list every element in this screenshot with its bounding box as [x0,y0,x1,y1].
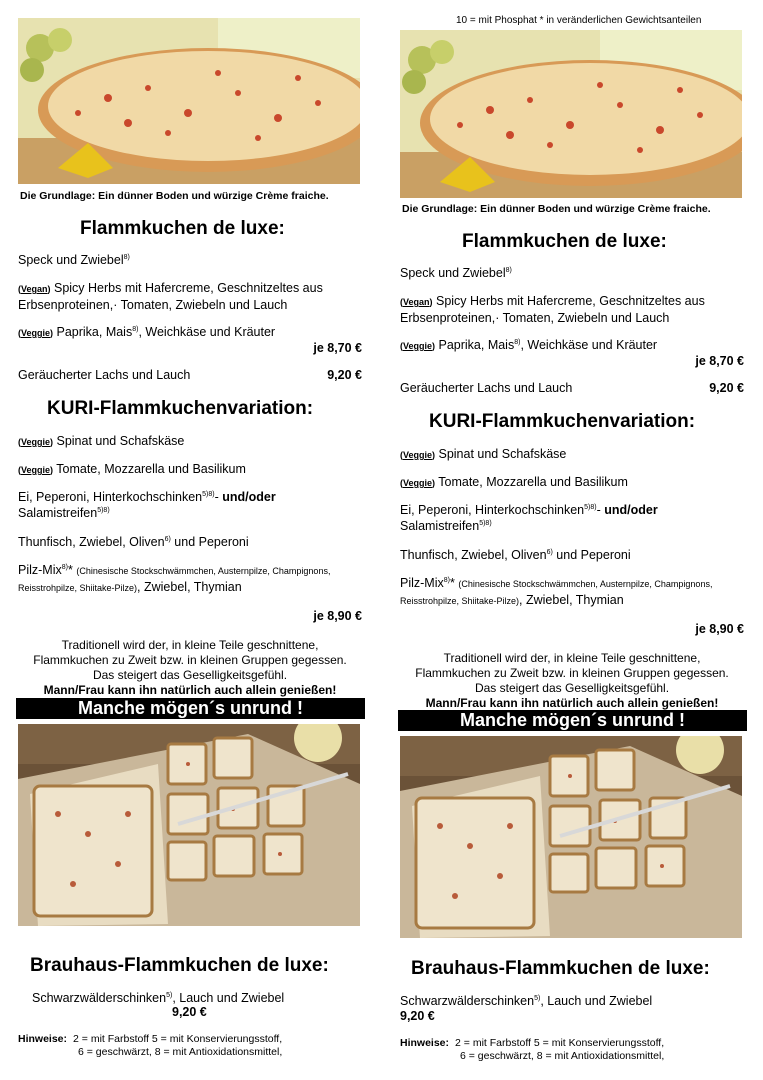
tradition-text: Traditionell wird der, in kleine Teile geschnittene, Flammkuchen zu Zweit bzw. in kleinen Gruppen gegessen. Das steigert das Geselligkeitsgefühl. Mann/Frau kann ihn natürlich auch allein genießen! [415,651,729,710]
caption: Die Grundlage: Ein dünner Boden und würzige Crème fraiche. [20,190,329,202]
price-kuri: je 8,90 € [695,622,744,636]
heading-kuri: KURI-Flammkuchenvariation: [429,411,696,432]
flammkuchen-slices-photo [400,736,742,938]
item-thunfisch: Thunfisch, Zwiebel, Oliven$^{6)}$ und Peperoni [400,548,631,562]
caption: Die Grundlage: Ein dünner Boden und würzige Crème fraiche. [402,203,711,215]
hinweise: Hinweise: 2 = mit Farbstoff 5 = mit Konservierungsstoff, 6 = geschwärzt, 8 = mit Antioxidationsmittel, [400,1037,665,1062]
hinweise: Hinweise: 2 = mit Farbstoff 5 = mit Konservierungsstoff, 6 = geschwärzt, 8 = mit Antioxidationsmittel, [18,1033,283,1058]
flammkuchen-slices-photo [18,724,360,926]
item-lachs: Geräucherter Lachs und Lauch 9,20 € [18,368,362,382]
flammkuchen-photo [18,18,360,184]
price-brauhaus: 9,20 € [400,1009,435,1023]
menu-column-right [396,0,748,1080]
item-tomate: (Veggie) Tomate, Mozzarella und Basilikum [18,462,246,476]
item-spinat: (Veggie) Spinat und Schafskäse [400,447,567,461]
item-ei: Ei, Peperoni, Hinterkochschinken$^{5)8)}$- und/oder Salamistreifen$^{5)8)}$ [400,503,658,533]
item-brauhaus: Schwarzwälderschinken$^{5)}$, Lauch und Zwiebel [32,991,285,1005]
flammkuchen-photo [400,30,742,198]
top-note: 10 = mit Phosphat * in veränderlichen Gewichtsanteilen [456,15,702,26]
price-brauhaus: 9,20 € [172,1005,207,1019]
item-vegan: (Vegan) Spicy Herbs mit Hafercreme, Geschnitzeltes aus Erbsenproteinen,· Tomaten, Zwiebeln und Lauch [18,281,323,312]
heading-brauhaus: Brauhaus-Flammkuchen de luxe: [411,958,710,979]
banner-unrund: Manche mögen´s unrund ! [16,698,365,719]
heading-kuri: KURI-Flammkuchenvariation: [47,398,314,419]
tradition-text: Traditionell wird der, in kleine Teile geschnittene, Flammkuchen zu Zweit bzw. in kleinen Gruppen gegessen. Das steigert das Geselligkeitsgefühl. Mann/Frau kann ihn natürlich auch allein genießen! [33,638,347,697]
item-veggie-paprika: (Veggie) Paprika, Mais$^{8)}$, Weichkäse und Kräuter [18,325,276,339]
heading-flammkuchen-de-luxe: Flammkuchen de luxe: [462,231,667,252]
item-vegan: (Vegan) Spicy Herbs mit Hafercreme, Geschnitzeltes aus Erbsenproteinen,· Tomaten, Zwiebeln und Lauch [400,294,705,325]
price-deluxe: je 8,70 € [313,341,362,355]
heading-flammkuchen-de-luxe: Flammkuchen de luxe: [80,218,285,239]
item-brauhaus: Schwarzwälderschinken$^{5)}$, Lauch und Zwiebel [400,994,653,1008]
item-lachs: Geräucherter Lachs und Lauch 9,20 € [400,381,744,395]
heading-brauhaus: Brauhaus-Flammkuchen de luxe: [30,955,329,976]
item-speck: Speck und Zwiebel$^{8)}$ [400,266,512,280]
price-deluxe: je 8,70 € [695,354,744,368]
price-kuri: je 8,90 € [313,609,362,623]
item-pilz: Pilz-Mix$^{8)}$* (Chinesische Stockschwämmchen, Austernpilze, Champignons, Reisstrohpilze, Shiitake-Pilze), Zwiebel, Thymian [400,576,713,607]
menu-column-left [14,0,366,1080]
item-pilz: Pilz-Mix$^{8)}$* (Chinesische Stockschwämmchen, Austernpilze, Champignons, Reisstrohpilze, Shiitake-Pilze), Zwiebel, Thymian [18,563,331,594]
banner-unrund: Manche mögen´s unrund ! [398,710,747,731]
item-spinat: (Veggie) Spinat und Schafskäse [18,434,185,448]
item-tomate: (Veggie) Tomate, Mozzarella und Basilikum [400,475,628,489]
item-thunfisch: Thunfisch, Zwiebel, Oliven$^{6)}$ und Peperoni [18,535,249,549]
item-veggie-paprika: (Veggie) Paprika, Mais$^{8)}$, Weichkäse und Kräuter [400,338,658,352]
item-ei: Ei, Peperoni, Hinterkochschinken$^{5)8)}$- und/oder Salamistreifen$^{5)8)}$ [18,490,276,520]
item-speck: Speck und Zwiebel$^{8)}$ [18,253,130,267]
